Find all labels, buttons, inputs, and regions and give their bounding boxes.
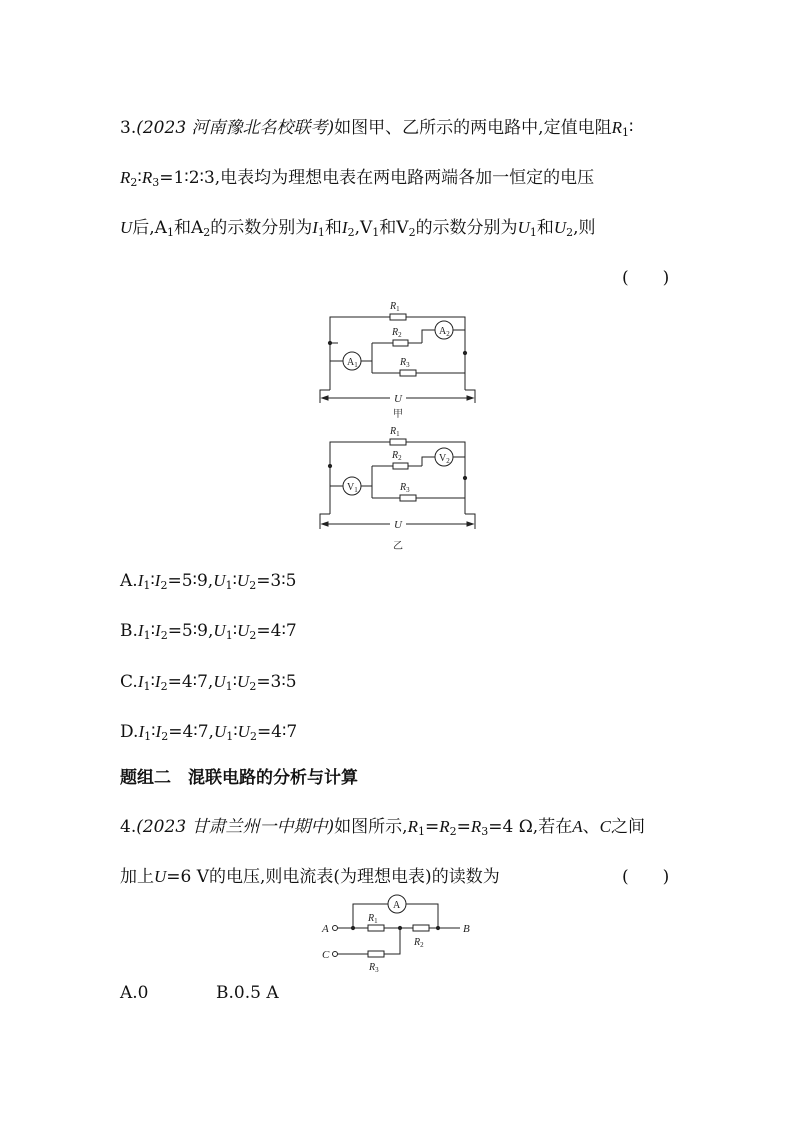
voltmeter-v1-label: $V_1$: [347, 482, 358, 494]
fig3-r1-label: $R_1$: [368, 913, 378, 925]
q4-answer-bracket: ( ): [622, 867, 670, 887]
ammeter-a1-label: $A_1$: [347, 357, 358, 369]
q3-option-d: $D.I_1∶I_2=4∶7,U_1∶U_2=4∶7$: [120, 722, 298, 743]
fig3-c-label: C: [322, 949, 330, 961]
circuit-figure-q4: [320, 892, 480, 977]
fig3-r3-label: $R_3$: [369, 962, 379, 974]
q4-source: (2023 甘肃兰州一中期中): [136, 817, 335, 837]
q4-option-a: A.0: [120, 983, 149, 1003]
circuit-figure-yi: [310, 422, 490, 552]
fig3-r2-label: $R_2$: [414, 937, 424, 949]
q4-number: 4.: [120, 817, 137, 837]
fig1-r3-label: $R_3$: [400, 357, 410, 369]
fig3-a-label: A: [322, 923, 329, 935]
fig3-b-label: B: [463, 923, 470, 935]
circuit-figure-jia: [310, 295, 490, 420]
fig1-caption: 甲: [393, 409, 403, 420]
q4-option-b: B.0.5 A: [216, 983, 279, 1003]
ammeter-a2-label: $A_2$: [439, 326, 450, 338]
fig2-r2-label: $R_2$: [392, 450, 402, 462]
fig3-ammeter-label: A: [393, 900, 401, 911]
q3-line2: $R_2∶R_3=1∶2∶3$,电表均为理想电表在两电路两端各加一恒定的电压: [120, 168, 595, 189]
q3-option-b: $B.I_1∶I_2=5∶9,U_1∶U_2=4∶7$: [120, 621, 297, 642]
fig1-u-label: U: [394, 393, 402, 405]
q4-line2: 加上U=6 V的电压,则电流表(为理想电表)的读数为: [120, 867, 500, 887]
section-heading: 题组二 混联电路的分析与计算: [120, 768, 358, 788]
fig2-caption: 乙: [393, 541, 403, 552]
q3-number: 3.: [120, 118, 137, 138]
q3-line1: 3.(2023 河南豫北名校联考)如图甲、乙所示的两电路中,定值电阻$R_1∶$: [120, 118, 634, 139]
q3-option-c: $C.I_1∶I_2=4∶7,U_1∶U_2=3∶5$: [120, 672, 297, 693]
q3-source: (2023 河南豫北名校联考): [136, 118, 335, 138]
voltmeter-v2-label: $V_2$: [439, 453, 450, 465]
q3-answer-bracket: ( ): [622, 268, 670, 288]
fig2-r1-label: $R_1$: [390, 426, 400, 438]
fig2-r3-label: $R_3$: [400, 482, 410, 494]
fig2-u-label: U: [394, 519, 402, 531]
fig1-r2-label: $R_2$: [392, 327, 402, 339]
q3-option-a: $A.I_1∶I_2=5∶9,U_1∶U_2=3∶5$: [120, 571, 297, 592]
q4-line1: 4.(2023 甘肃兰州一中期中)如图所示$,R_1=R_2=R_3=4$ Ω,若在A、C之间: [120, 817, 645, 838]
fig1-r1-label: $R_1$: [390, 301, 400, 313]
q3-line3: U后$,A_1$和$A_2$的示数分别为$I_1$和$I_2,V_1$和$V_2$的示数分别为$U_1$和$U_2$,则: [120, 218, 596, 239]
